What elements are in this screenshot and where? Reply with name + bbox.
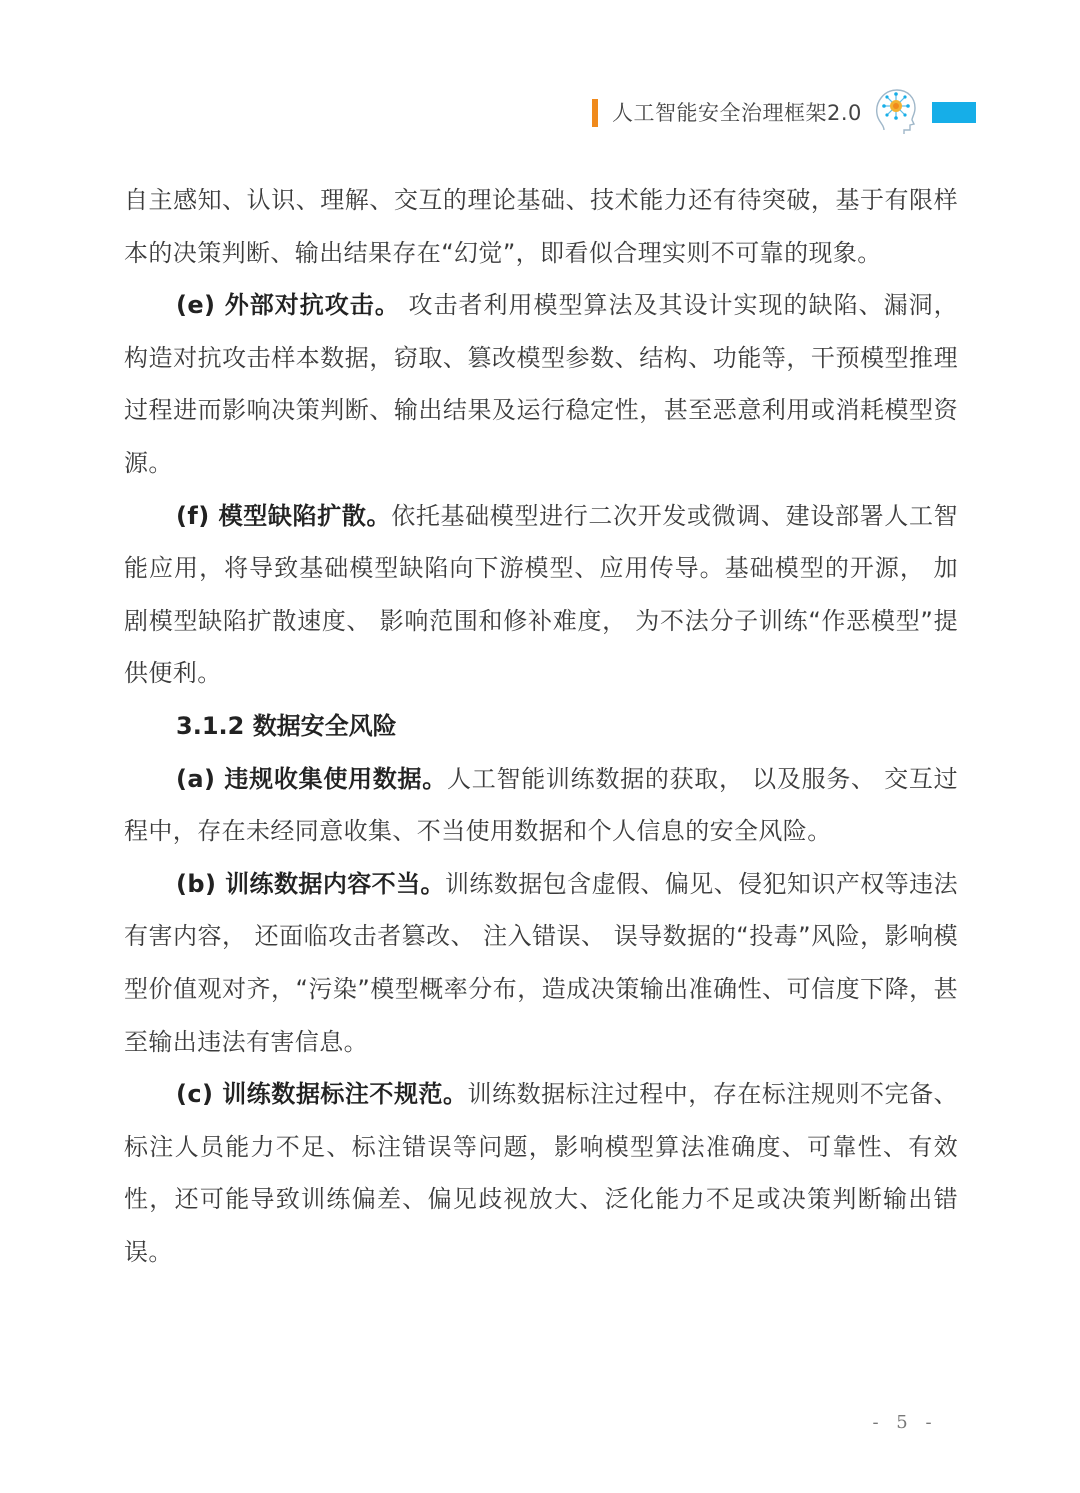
- document-body: [124, 174, 958, 1278]
- section-heading: 3.1.2 数据安全风险: [176, 711, 397, 740]
- paragraph-text: 训练数据包含虚假、偏见、侵犯知识产权等违法有害内容， 还面临攻击者篡改、 注入错误、 误导数据的“投毒”风险，影响模型价值观对齐，“污染”模型概率分布，造成决策输出准确性、可信度下降，甚至输出违法有害信息。: [124, 869, 958, 1056]
- brain-circuit-icon: [870, 84, 920, 136]
- paragraph-nonstandard-labeling: [124, 1068, 958, 1278]
- paragraph-label: (c) 训练数据标注不规范。: [176, 1080, 468, 1109]
- document-title: 人工智能安全治理框架2.0: [612, 101, 862, 125]
- paragraph-model-defect-diffusion: [124, 490, 958, 700]
- paragraph-text: 自主感知、认识、理解、交互的理论基础、技术能力还有待突破，基于有限样本的决策判断、输出结果存在“幻觉”，即看似合理实则不可靠的现象。: [124, 186, 958, 267]
- paragraph-text: 训练数据标注过程中，存在标注规则不完备、标注人员能力不足、标注错误等问题，影响模型算法准确度、可靠性、有效性，还可能导致训练偏差、偏见歧视放大、泛化能力不足或决策判断输出错误。: [124, 1080, 958, 1266]
- page-number: - 5 -: [872, 1412, 938, 1433]
- paragraph-improper-training-data: [124, 858, 958, 1068]
- paragraph-text: 依托基础模型进行二次开发或微调、建设部署人工智能应用，将导致基础模型缺陷向下游模型、应用传导。基础模型的开源， 加剧模型缺陷扩散速度、 影响范围和修补难度， 为不法分子训练“作恶模型”提供便利。: [124, 501, 959, 688]
- paragraph-label: (a) 违规收集使用数据。: [176, 764, 447, 793]
- header-accent-bar-orange: [592, 99, 598, 127]
- paragraph-illegal-data-collection: [124, 753, 958, 858]
- paragraph-text: 攻击者利用模型算法及其设计实现的缺陷、漏洞，构造对抗攻击样本数据，窃取、篡改模型参数、结构、功能等，干预模型推理过程进而影响决策判断、输出结果及运行稳定性，甚至恶意利用或消耗模型资源。: [124, 291, 958, 477]
- paragraph-continued: [124, 174, 958, 279]
- header-accent-bar-blue: [932, 102, 976, 123]
- paragraph-external-adversarial-attack: [124, 279, 958, 489]
- paragraph-label: (f) 模型缺陷扩散。: [176, 501, 392, 530]
- page-header: [580, 84, 980, 136]
- paragraph-label: (b) 训练数据内容不当。: [176, 869, 445, 898]
- paragraph-text: 人工智能训练数据的获取， 以及服务、 交互过程中，存在未经同意收集、不当使用数据和个人信息的安全风险。: [124, 764, 958, 846]
- paragraph-label: (e) 外部对抗攻击。: [176, 291, 400, 320]
